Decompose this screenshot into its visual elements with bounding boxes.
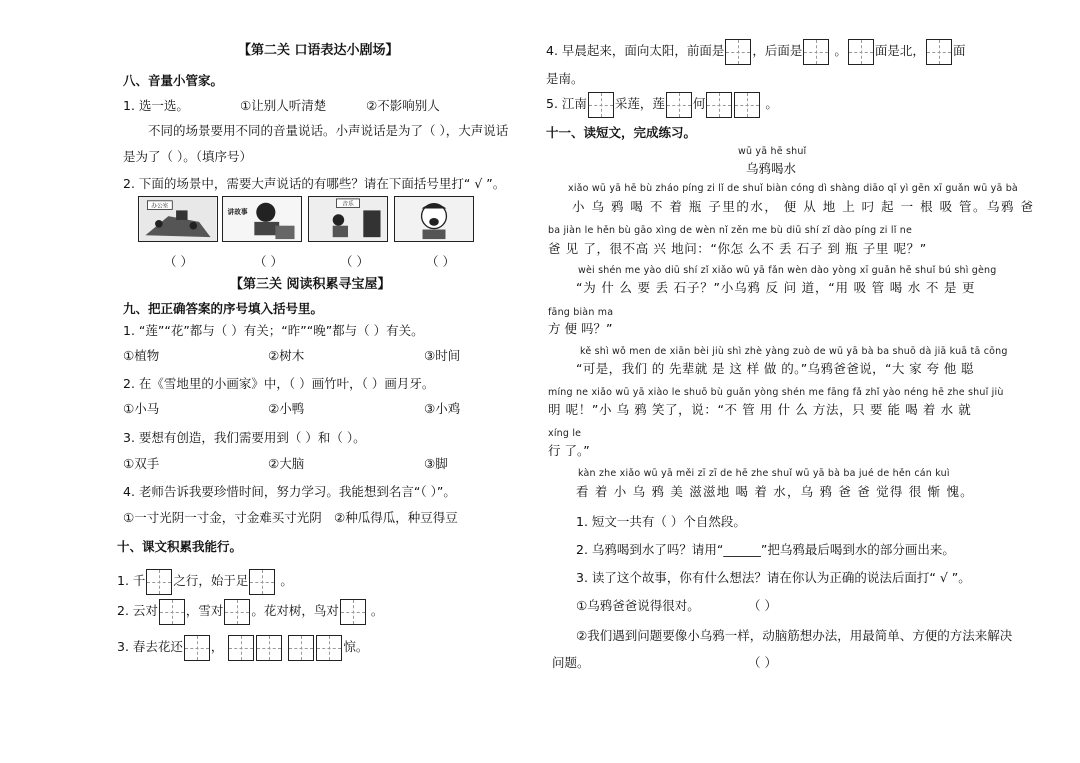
- q9-4-prompt: 4. 老师告诉我要珍惜时间，努力学习。我能想到名言“（ ）”。: [123, 484, 456, 499]
- q10-1-answer-box-2[interactable]: [249, 569, 275, 595]
- q10-4-part-c: 。: [834, 43, 847, 58]
- q10-1-part-a: 1. 千: [117, 573, 146, 588]
- scene-crying-child-image: [394, 196, 474, 242]
- q9-4-option-2: ②种瓜得瓜，种豆得豆: [334, 510, 458, 525]
- q9-2-prompt: 2. 在《雪地里的小画家》中，（ ）画竹叶，（ ）画月牙。: [123, 376, 435, 391]
- story-p5-pinyin: kě shì wǒ men de xiān bèi jiù shì zhè yàng zuò de wū yā bà ba shuō dà jiā kuā tā cōng: [580, 346, 1008, 357]
- story-p2-pinyin: ba jiàn le hěn bù gāo xìng de wèn nǐ zěn me bù diū shí zǐ dào píng zi lǐ ne: [548, 225, 913, 236]
- q9-3-option-1: ①双手: [123, 456, 160, 471]
- q10-4-part-a: 4. 早晨起来，面向太阳，前面是: [546, 43, 725, 58]
- story-title-pinyin: wū yā hē shuǐ: [738, 146, 807, 157]
- q10-3-part-a: 3. 春去花还: [117, 639, 183, 654]
- q10-3-line: [117, 632, 368, 662]
- q10-4-part-e: 面: [952, 43, 966, 58]
- story-p7-pinyin: xíng le: [548, 428, 582, 439]
- q10-3-part-c: 惊。: [343, 639, 369, 654]
- q10-4-part-b: ，后面是: [752, 43, 803, 58]
- pic3-label: 音乐: [342, 201, 354, 208]
- story-p8-pinyin: kàn zhe xiǎo wū yā měi zī zī de hē zhe shuǐ wū yā bà ba jué de hěn cán kuì: [578, 468, 950, 479]
- story-p5: “可是，我们 的 先辈就 是 这 样 做 的。”乌鸦爸爸说，“大 家 夸 他 聪: [576, 361, 974, 376]
- story-title: 乌鸦喝水: [746, 161, 797, 176]
- q10-2-part-d: 。: [370, 603, 384, 618]
- story-p2: 爸 见 了，很不高 兴 地问：“你怎 么不 丢 石子 到 瓶 子里 呢？”: [548, 241, 927, 256]
- q9-2-option-2: ②小鸭: [268, 401, 305, 416]
- q11-2-prompt: 2. 乌鸦喝到水了吗？请用“______”把乌鸦最后喝到水的部分画出来。: [576, 542, 955, 557]
- q10-1-line: [117, 566, 293, 596]
- q10-2-answer-box-1[interactable]: [159, 599, 185, 625]
- q8-1-text-a: 不同的场景要用不同的音量说话。小声说话是为了（ ），大声说话: [148, 123, 509, 138]
- story-p3: “为 什 么 要 丢 石子？”小乌鸦 反 问 道，“用 吸 管 喝 水 不 是 更: [576, 280, 976, 295]
- q11-heading: 十一、读短文，完成练习。: [546, 125, 697, 140]
- q9-3-option-3: ③脚: [424, 456, 448, 471]
- q8-1-text-b: 是为了（ ）。（填序号）: [123, 149, 252, 164]
- q8-1-option-1: ①让别人听清楚: [240, 98, 327, 113]
- q10-4-answer-box-1[interactable]: [725, 39, 751, 65]
- q10-2-part-c: 。花对树，鸟对: [251, 603, 339, 618]
- q10-2-answer-box-2[interactable]: [224, 599, 250, 625]
- scene-2-answer-paren[interactable]: （ ）: [254, 254, 283, 269]
- q9-1-option-2: ②树木: [268, 348, 305, 363]
- q10-2-answer-box-3[interactable]: [340, 599, 366, 625]
- scene-4-answer-paren[interactable]: （ ）: [426, 254, 455, 269]
- q10-4-answer-box-4[interactable]: [926, 39, 952, 65]
- q10-5-line: [546, 89, 778, 119]
- q10-1-part-b: 之行，始于足: [173, 573, 249, 588]
- q10-5-part-d: 。: [765, 96, 778, 111]
- scene-3-answer-paren[interactable]: （ ）: [340, 254, 369, 269]
- story-p7: 行 了。”: [548, 443, 590, 458]
- q10-3-part-b: ，: [210, 639, 224, 654]
- scene-music-image: [308, 196, 388, 242]
- q10-3-answer-box-1[interactable]: [184, 635, 210, 661]
- story-p4: 方 便 吗？”: [548, 321, 613, 336]
- story-p1: 小 乌 鸦 喝 不 着 瓶 子里的水， 便 从 地 上 叼 起 一 根 吸 管。乌鸦 爸: [572, 199, 1035, 214]
- story-p6-pinyin: míng ne xiǎo wū yā xiào le shuō bù guǎn yòng shén me fāng fǎ zhǐ yào néng hē zhe shuǐ jiù: [548, 387, 1004, 398]
- q9-2-option-3: ③小鸡: [424, 401, 461, 416]
- q10-5-part-b: 采莲，莲: [614, 96, 665, 111]
- q9-1-option-3: ③时间: [424, 348, 461, 363]
- q9-2-option-1: ①小马: [123, 401, 160, 416]
- scene-office-image: [138, 196, 218, 242]
- q10-3-answer-box-2[interactable]: [228, 635, 254, 661]
- q9-heading: 九、把正确答案的序号填入括号里。: [123, 301, 324, 316]
- q10-2-part-a: 2. 云对: [117, 603, 158, 618]
- pic1-label: 办公室: [151, 203, 169, 210]
- q10-4-part-d: 面是北，: [874, 43, 925, 58]
- q10-5-answer-box-1[interactable]: [588, 92, 614, 118]
- q10-3-answer-box-4[interactable]: [288, 635, 314, 661]
- story-p8: 看 着 小 乌 鸦 美 滋滋地 喝 着 水，乌 鸦 爸 爸 觉得 很 惭 愧。: [576, 484, 974, 499]
- q11-3-option-1-paren[interactable]: （ ）: [748, 598, 777, 613]
- q9-3-prompt: 3. 要想有创造，我们需要用到（ ）和（ ）。: [123, 430, 366, 445]
- q8-1-prompt: 1. 选一选。: [123, 98, 189, 113]
- story-p1-pinyin: xiǎo wū yā hē bù zháo píng zi lǐ de shuǐ biàn cóng dì shàng diāo qǐ yì gēn xī guǎn wū yā bà: [568, 183, 1018, 194]
- q10-4-part-f: 是南。: [546, 71, 584, 86]
- scene-1-answer-paren[interactable]: （ ）: [164, 254, 193, 269]
- story-p6: 明 呢！”小 乌 鸦 笑了，说：“不 管 用 什 么 方法，只 要 能 喝 着 水 就: [548, 402, 972, 417]
- q9-4-option-1: ①一寸光阴一寸金，寸金难买寸光阴: [123, 510, 322, 525]
- q9-1-prompt: 1. “莲”“花”都与（ ）有关；“昨”“晚”都与（ ）有关。: [123, 323, 424, 338]
- q10-5-part-a: 5. 江南: [546, 96, 587, 111]
- q10-5-answer-box-4[interactable]: [734, 92, 760, 118]
- q8-1-option-2: ②不影响别人: [366, 98, 440, 113]
- q10-4-answer-box-3[interactable]: [848, 39, 874, 65]
- q11-3-option-2-b: 问题。: [552, 655, 590, 670]
- section-3-title: 【第三关 阅读积累寻宝屋】: [230, 277, 391, 292]
- q10-4-answer-box-2[interactable]: [803, 39, 829, 65]
- q11-3-option-1: ①乌鸦爸爸说得很对。: [576, 598, 700, 613]
- pic2-label: 讲故事: [227, 208, 248, 217]
- section-2-title: 【第二关 口语表达小剧场】: [238, 43, 399, 58]
- q11-1-prompt: 1. 短文一共有（ ）个自然段。: [576, 514, 746, 529]
- q10-2-line: [117, 596, 383, 626]
- q10-1-answer-box-1[interactable]: [146, 569, 172, 595]
- q10-1-part-c: 。: [280, 573, 293, 588]
- q10-5-answer-box-2[interactable]: [666, 92, 692, 118]
- q8-2-prompt: 2. 下面的场景中，需要大声说话的有哪些？请在下面括号里打“ √ ”。: [123, 176, 506, 191]
- q8-heading: 八、音量小管家。: [123, 73, 224, 88]
- q9-1-option-1: ①植物: [123, 348, 160, 363]
- scene-storytelling-image: [222, 196, 302, 242]
- q10-5-answer-box-3[interactable]: [706, 92, 732, 118]
- q11-3-option-2-a: ②我们遇到问题要像小乌鸦一样，动脑筋想办法，用最简单、方便的方法来解决: [576, 628, 1013, 643]
- q10-3-answer-box-3[interactable]: [256, 635, 282, 661]
- q10-4-line: [546, 36, 965, 66]
- q11-3-prompt: 3. 读了这个故事，你有什么想法？请在你认为正确的说法后面打“ √ ”。: [576, 570, 971, 585]
- story-p3-pinyin: wèi shén me yào diū shí zǐ xiǎo wū yā fǎn wèn dào yòng xī guǎn hē shuǐ bú shì gèng: [578, 265, 997, 276]
- q10-2-part-b: ，雪对: [185, 603, 224, 618]
- q11-3-option-2-paren[interactable]: （ ）: [748, 655, 777, 670]
- story-p4-pinyin: fāng biàn ma: [548, 307, 614, 318]
- q10-5-part-c: 何: [692, 96, 706, 111]
- q10-3-answer-box-5[interactable]: [316, 635, 342, 661]
- q10-heading: 十、课文积累我能行。: [117, 539, 243, 554]
- q9-3-option-2: ②大脑: [268, 456, 305, 471]
